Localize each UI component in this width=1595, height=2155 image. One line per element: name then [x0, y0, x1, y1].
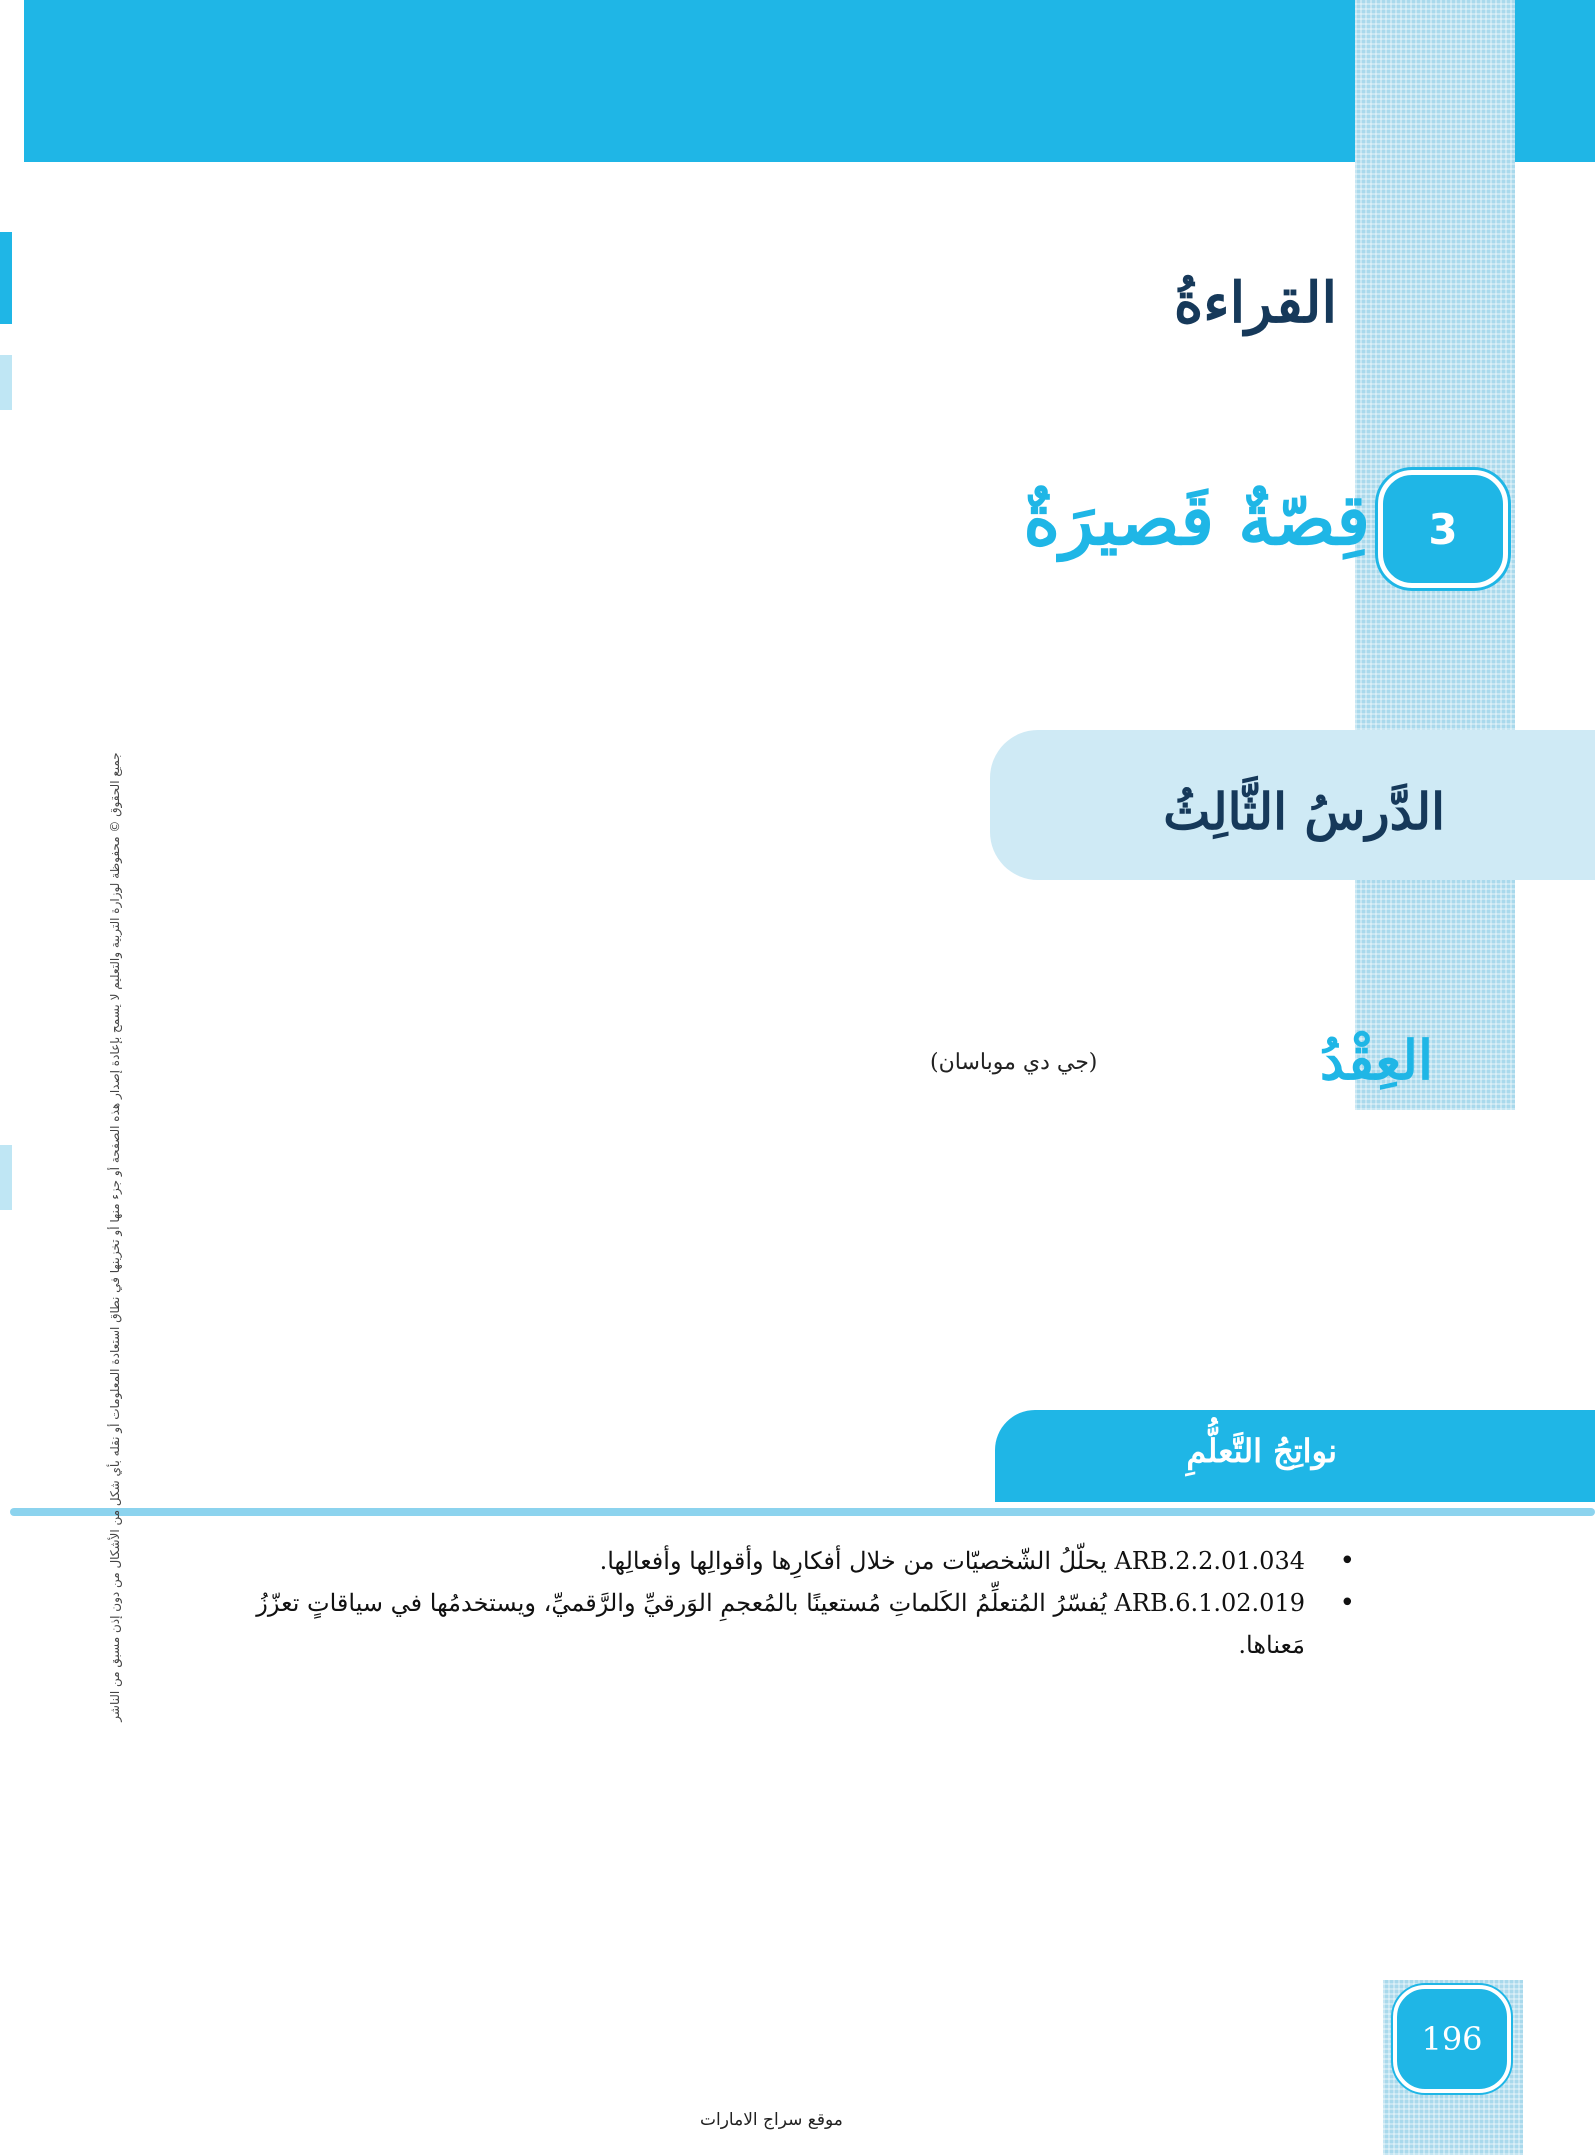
page-number-badge	[1393, 1985, 1511, 2093]
top-banner-edge	[1515, 0, 1595, 162]
page-number: 196	[1421, 2020, 1483, 2058]
side-tab	[0, 232, 12, 324]
divider	[10, 1508, 1595, 1516]
lesson-title: الدَّرسُ الثَّالِثُ	[1163, 782, 1445, 841]
side-tab	[0, 355, 12, 410]
list-item: • ARB.2.2.01.034 يحلّلُ الشّخصيّات من خلال أفكارِها وأقوالِها وأفعالِها.	[225, 1540, 1355, 1582]
footer-credit: موقع سراج الامارات	[700, 2110, 843, 2130]
story-title: العِقْدُ	[1319, 1028, 1433, 1092]
list-item: • ARB.6.1.02.019 يُفسّرُ المُتعلِّمُ الكَلماتِ مُستعينًا بالمُعجمِ الوَرقيِّ والرَّقميِّ، ويستخدمُها في سياقاتٍ تعزّزُ مَعناها.	[225, 1582, 1355, 1666]
unit-number: 3	[1428, 504, 1458, 554]
top-banner	[24, 0, 1394, 162]
learning-outcomes-label: نواتِجُ التَّعلُّمِ	[1186, 1432, 1337, 1470]
side-tab	[0, 1145, 12, 1210]
copyright-notice: جميع الحقوق © محفوظة لوزارة التربية والتعليم لا يسمح بإعادة إصدار هذه الصفحة أو جزء منها أو تخزينها في نطاق استعادة المعلومات أو نقله بأي شكل من الأشكال من دون إذن مسبق من الناشر	[108, 752, 122, 1722]
unit-number-badge	[1378, 470, 1508, 588]
learning-outcomes-list	[225, 1540, 1355, 1666]
story-author: (جي دي موباسان)	[930, 1050, 1098, 1075]
unit-title: قِصّةٌ قَصيرَةٌ	[1023, 478, 1370, 561]
section-title: القراءةُ	[1173, 270, 1337, 336]
